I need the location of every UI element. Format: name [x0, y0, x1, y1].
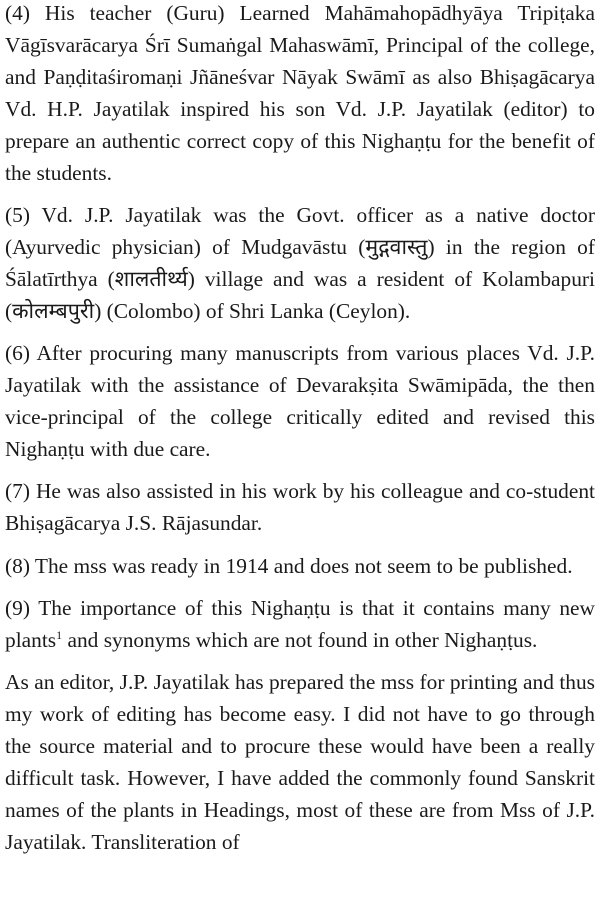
paragraph-8-mss-ready: (8) The mss was ready in 1914 and does not seem to be published. — [5, 553, 573, 578]
document-page — [5, 0, 595, 859]
footnote-marker: 1 — [56, 627, 63, 642]
paragraph-editor-note: As an editor, J.P. Jayatilak has prepared the mss for printing and thus my work of editing has become easy. I did not have to go through the source material and to procure these would have been a really difficult task. However, I have added the commonly found Sanskrit names of the plants in Headings, most of these are from Mss of J.P. Jayatilak. Transliteration of — [5, 670, 595, 854]
paragraph-6-manuscripts: (6) After procuring many manuscripts from various places Vd. J.P. Jayatilak with the assistance of Devarakṣita Swāmipāda, the then vice-principal of the college critically edited and revised this Nighaṇṭu with due care. — [5, 341, 595, 461]
paragraph-9-text-before: (9) The importance of this Nighaṇṭu is that it contains many new plants — [5, 595, 595, 652]
paragraph-4-teacher: (4) His teacher (Guru) Learned Mahāmahopādhyāya Tripiṭaka Vāgīsvarācarya Śrī Sumaṅgal Mahaswāmī, Principal of the college, and Paṇḍitaśiromaṇi Jñāneśvar Nāyak Swāmī as also Bhiṣagācarya Vd. H.P. Jayatilak inspired his son Vd. J.P. Jayatilak (editor) to prepare an authentic correct copy of this Nighaṇṭu for the benefit of the students. — [5, 1, 595, 185]
paragraph-9-importance — [5, 593, 595, 657]
paragraph-7-colleague: (7) He was also assisted in his work by his colleague and co-student Bhiṣagācarya J.S. Rājasundar. — [5, 479, 595, 536]
paragraph-9-text-after: and synonyms which are not found in other Nighaṇṭus. — [62, 627, 538, 652]
paragraph-5-govt-officer: (5) Vd. J.P. Jayatilak was the Govt. officer as a native doctor (Ayurvedic physician) of Mudgavāstu (मुद्गवास्तु) in the region of Śālatīrthya (शालतीर्थ्य) village and was a resident of Kolambapuri (कोलम्बपुरी) (Colombo) of Shri Lanka (Ceylon). — [5, 202, 595, 323]
